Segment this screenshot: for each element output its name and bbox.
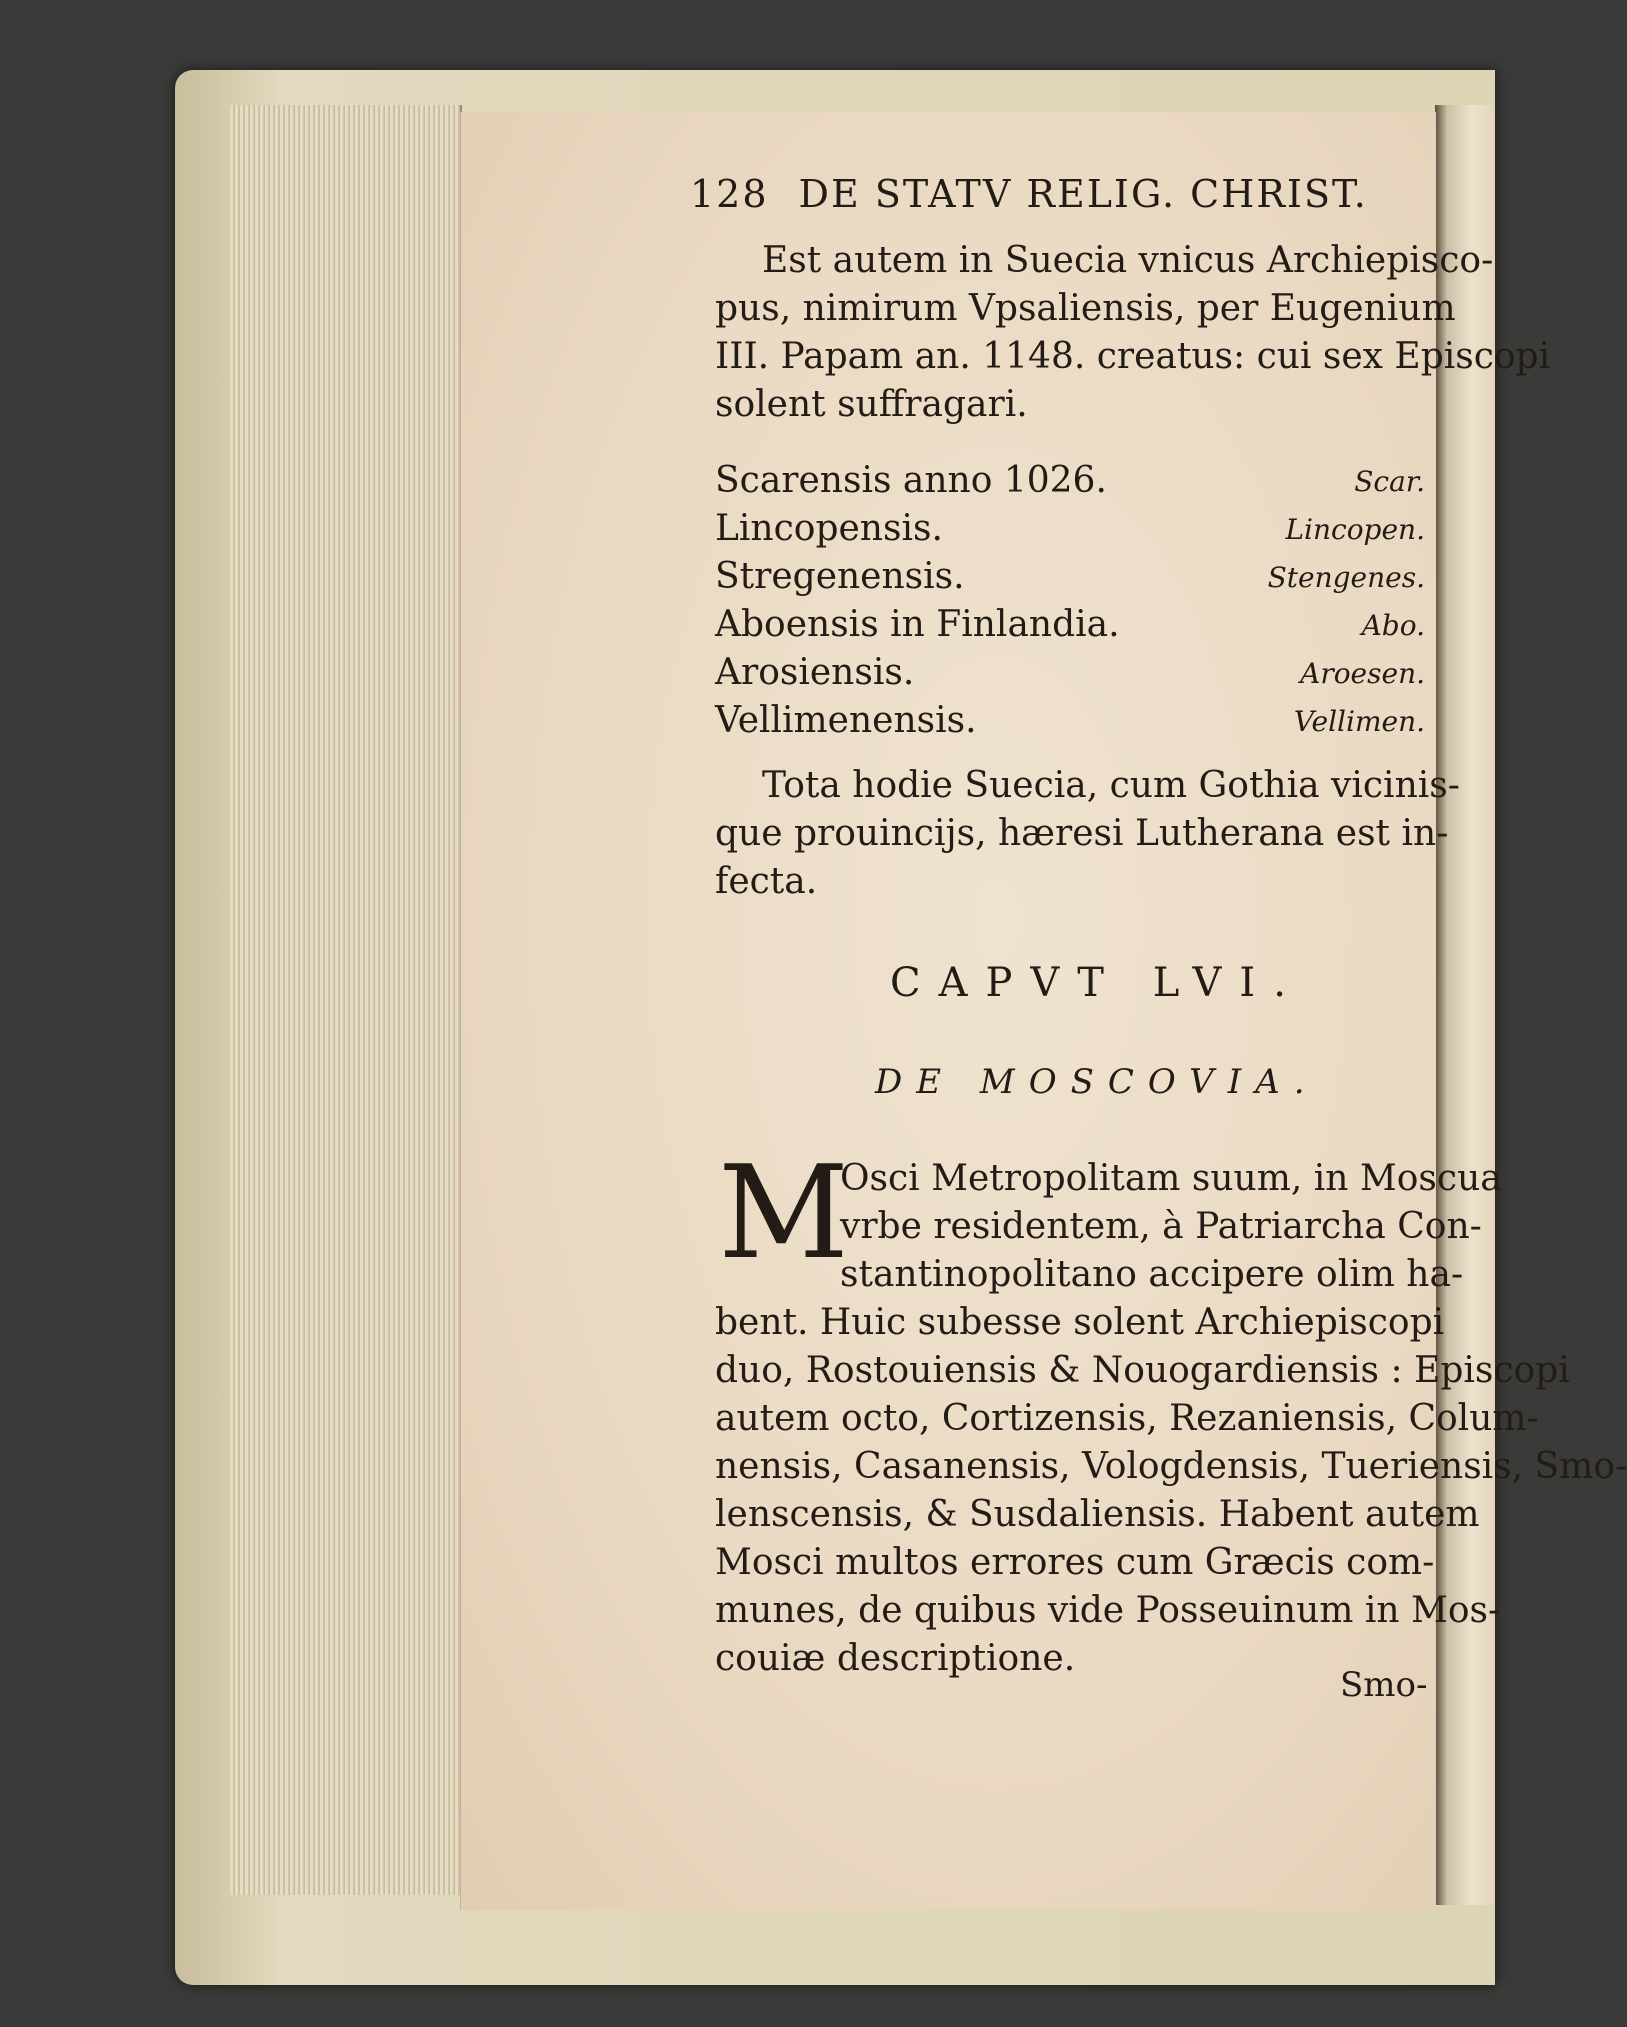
bishopric-2: Lincopensis. <box>715 508 943 549</box>
moscovia-line-8: couiæ descriptione. <box>715 1638 1076 1679</box>
bishopric-6-margin: Vellimen. <box>1293 705 1425 738</box>
page-number: 128 <box>690 172 769 216</box>
moscovia-first-line-3: stantinopolitano accipere olim ha- <box>840 1254 1464 1295</box>
bishopric-5-margin: Aroesen. <box>1300 657 1425 690</box>
chapter-subtitle: DE MOSCOVIA. <box>875 1062 1319 1102</box>
moscovia-line-6: Mosci multos errores cum Græcis com- <box>715 1542 1435 1583</box>
bishopric-1-margin: Scar. <box>1354 465 1425 498</box>
catchword: Smo- <box>1340 1665 1428 1705</box>
intro-line-1: Est autem in Suecia vnicus Archiepisco- <box>762 240 1494 281</box>
chapter-heading: CAPVT LVI. <box>890 960 1304 1006</box>
tota-line-2: que prouincijs, hæresi Lutherana est in- <box>715 813 1449 854</box>
bishopric-4: Aboensis in Finlandia. <box>715 604 1120 645</box>
moscovia-line-1: bent. Huic subesse solent Archiepiscopi <box>715 1302 1445 1343</box>
moscovia-first-line-2: vrbe residentem, à Patriarcha Con- <box>840 1206 1482 1247</box>
bishopric-6: Vellimenensis. <box>715 700 977 741</box>
moscovia-line-5: lenscensis, & Susdaliensis. Habent autem <box>715 1494 1480 1535</box>
intro-line-4: solent suffragari. <box>715 384 1028 425</box>
page-block-edges <box>230 105 462 1895</box>
intro-line-2: pus, nimirum Vpsaliensis, per Eugenium <box>715 288 1456 329</box>
moscovia-line-4: nensis, Casanensis, Vologdensis, Tueriensis, Smo- <box>715 1446 1627 1487</box>
bishopric-3: Stregenensis. <box>715 556 965 597</box>
bishopric-3-margin: Stengenes. <box>1267 561 1425 594</box>
running-title: DE STATV RELIG. CHRIST. <box>798 172 1368 216</box>
bishopric-4-margin: Abo. <box>1361 609 1425 642</box>
running-header <box>690 172 1368 216</box>
tota-line-1: Tota hodie Suecia, cum Gothia vicinis- <box>762 765 1460 806</box>
drop-cap: M <box>718 1139 850 1288</box>
bishopric-2-margin: Lincopen. <box>1285 513 1425 546</box>
moscovia-line-7: munes, de quibus vide Posseuinum in Mos- <box>715 1590 1501 1631</box>
bishopric-1: Scarensis anno 1026. <box>715 460 1107 501</box>
moscovia-line-3: autem octo, Cortizensis, Rezaniensis, Colum- <box>715 1398 1539 1439</box>
tota-line-3: fecta. <box>715 861 818 902</box>
bishopric-5: Arosiensis. <box>715 652 915 693</box>
moscovia-line-2: duo, Rostouiensis & Nouogardiensis : Episcopi <box>715 1350 1570 1391</box>
moscovia-first-line-1: Osci Metropolitam suum, in Moscua <box>840 1158 1502 1199</box>
intro-line-3: III. Papam an. 1148. creatus: cui sex Episcopi <box>715 336 1551 377</box>
